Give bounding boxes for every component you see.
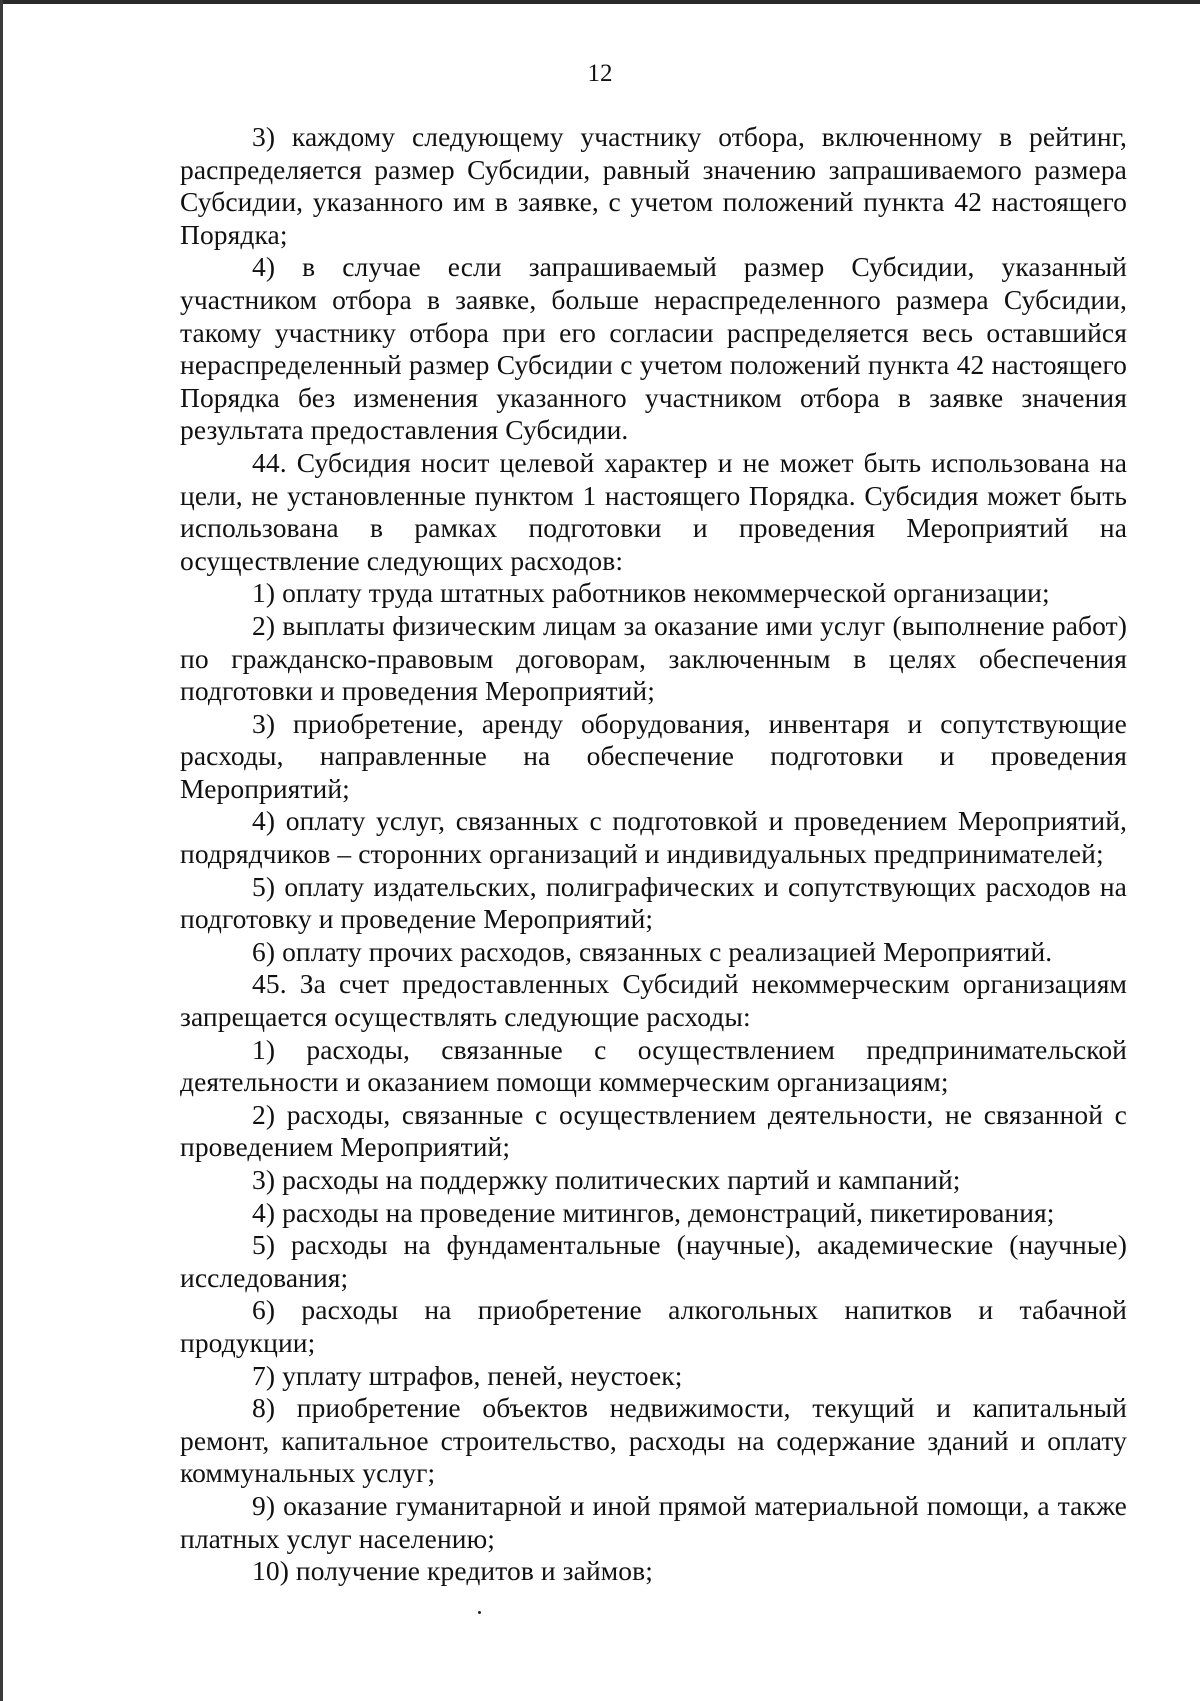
- paragraph-45-6: 6) расходы на приобретение алкогольных напитков и табачной продукции;: [180, 1294, 1127, 1358]
- paragraph-44-2: 2) выплаты физическим лицам за оказание ими услуг (выполнение работ) по гражданско-правовым договорам, заключенным в целях обеспечения подготовки и проведения Мероприятий;: [180, 609, 1127, 707]
- paragraph-45-1: 1) расходы, связанные с осуществлением предпринимательской деятельности и оказанием помощи коммерческим организациям;: [180, 1033, 1127, 1098]
- paragraph-43-3: 3) каждому следующему участнику отбора, включенному в рейтинг, распределяется размер Субсидии, равный значению запрашиваемого размера Субсидии, указанного им в заявке, с учетом положений пункта 42 настоящего Порядка;: [180, 121, 1127, 250]
- paragraph-45-10: 10) получение кредитов и займов;: [252, 1555, 653, 1587]
- paragraph-45-8: 8) приобретение объектов недвижимости, текущий и капитальный ремонт, капитальное строительство, расходы на содержание зданий и оплату коммунальных услуг;: [180, 1392, 1127, 1489]
- paragraph-44: 44. Субсидия носит целевой характер и не может быть использована на цели, не установленные пунктом 1 настоящего Порядка. Субсидия может быть использована в рамках подготовки и проведения Мероприятий на осуществление следующих расходов:: [180, 446, 1127, 576]
- scan-edge-top: [0, 0, 1200, 4]
- paragraph-45-4: 4) расходы на проведение митингов, демонстраций, пикетирования;: [252, 1196, 1055, 1228]
- paragraph-45-7: 7) уплату штрафов, пеней, неустоек;: [252, 1359, 683, 1391]
- paragraph-45-9: 9) оказание гуманитарной и иной прямой материальной помощи, а также платных услуг населению;: [180, 1489, 1127, 1554]
- paragraph-43-4: 4) в случае если запрашиваемый размер Субсидии, указанный участником отбора в заявке, больше нераспределенного размера Субсидии, такому участнику отбора при его согласии распределяется весь оставшийся нераспределенный размер Субсидии с учетом положений пункта 42 настоящего Порядка без изменения указанного участником отбора в заявке значения результата предоставления Субсидии.: [180, 251, 1127, 446]
- paragraph-45-3: 3) расходы на поддержку политических партий и кампаний;: [252, 1164, 961, 1195]
- paragraph-45: 45. За счет предоставленных Субсидий некоммерческим организациям запрещается осуществлять следующие расходы:: [180, 968, 1127, 1033]
- paragraph-44-1: 1) оплату труда штатных работников некоммерческой организации;: [252, 577, 1050, 609]
- paragraph-45-5: 5) расходы на фундаментальные (научные), академические (научные) исследования;: [180, 1229, 1127, 1293]
- paragraph-44-5: 5) оплату издательских, полиграфических и сопутствующих расходов на подготовку и проведение Мероприятий;: [180, 870, 1127, 935]
- page-number: 12: [587, 60, 613, 87]
- paragraph-44-3: 3) приобретение, аренду оборудования, инвентаря и сопутствующие расходы, направленные на обеспечение подготовки и проведения Мероприятий;: [180, 707, 1127, 804]
- paragraph-44-4: 4) оплату услуг, связанных с подготовкой и проведением Мероприятий, подрядчиков – сторонних организаций и индивидуальных предпринимателей;: [180, 805, 1127, 870]
- scan-edge-left: [0, 0, 3, 1701]
- paragraph-44-6: 6) оплату прочих расходов, связанных с реализацией Мероприятий.: [252, 935, 1053, 967]
- document-body: [180, 121, 1127, 1588]
- scan-speck: [478, 1611, 481, 1614]
- paragraph-45-2: 2) расходы, связанные с осуществлением деятельности, не связанной с проведением Мероприятий;: [180, 1098, 1127, 1163]
